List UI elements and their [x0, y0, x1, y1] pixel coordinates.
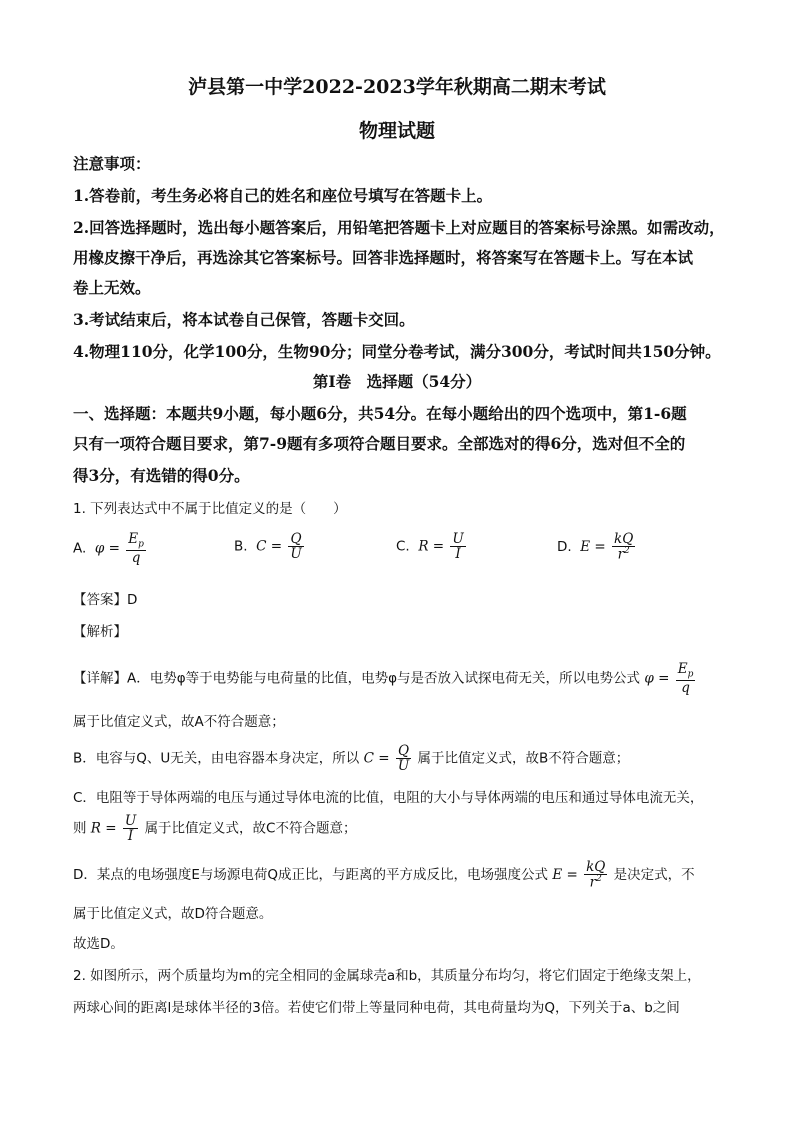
section-intro-1: 一、选择题：本题共9小题，每小题6分，共54分。在每小题给出的四个选项中，第1-6题	[73, 404, 687, 423]
section-intro-3: 得3分，有选错的得0分。	[73, 466, 250, 485]
detail-b-formula-lhs: C =	[363, 750, 390, 767]
detail-c-line-2	[73, 814, 357, 843]
option-d	[557, 532, 637, 562]
detail-a-line-2: 属于比值定义式，故A不符合题意；	[73, 714, 285, 730]
option-b-numerator: Q	[290, 531, 302, 547]
analysis-label: 【解析】	[73, 624, 127, 640]
exam-title: 泸县第一中学2022-2023学年秋期高二期末考试	[188, 76, 606, 98]
option-a-fraction	[126, 532, 146, 565]
detail-d-numerator: kQ	[586, 859, 606, 875]
option-a-label: A.	[73, 540, 87, 557]
question-2-line-2: 两球心间的距离l是球体半径的3倍。若使它们带上等量同种电荷，其电荷量均为Q，下列关于a、b之间	[73, 1000, 680, 1016]
detail-c-numerator: U	[124, 813, 137, 829]
detail-c-text-2: 属于比值定义式，故C不符合题意；	[144, 820, 357, 837]
option-a-denominator: q	[131, 550, 141, 567]
option-b	[234, 532, 306, 561]
question-2-line-1: 2. 如图所示，两个质量均为m的完全相同的金属球壳a和b，其质量分布均匀，将它们固定于绝缘支架上，	[73, 968, 701, 984]
detail-d-denominator-sup: 2	[596, 874, 602, 885]
detail-b-text: B．电容与Q、U无关，由电容器本身决定，所以	[73, 750, 360, 767]
answer-label: 【答案】D	[73, 592, 138, 608]
option-b-lhs: C =	[256, 538, 283, 555]
note-4: 4.物理110分，化学100分，生物90分；同堂分卷考试，满分300分，考试时间共150分钟。	[73, 342, 721, 361]
option-d-fraction	[612, 532, 635, 562]
detail-c-fraction	[123, 814, 138, 843]
exam-subject: 物理试题	[358, 120, 435, 142]
option-a-lhs: φ =	[94, 540, 120, 557]
option-b-label: B.	[234, 538, 248, 555]
detail-d-text: D．某点的电场强度E与场源电荷Q成正比，与距离的平方成反比，电场强度公式	[73, 866, 549, 883]
detail-a-denominator: q	[681, 680, 690, 697]
option-d-denominator-sup: 2	[624, 546, 630, 557]
detail-a-line-1	[73, 662, 697, 695]
option-a	[73, 532, 148, 565]
option-c-label: C.	[396, 538, 410, 555]
option-d-denominator: r	[617, 546, 625, 563]
notes-heading: 注意事项：	[73, 154, 151, 173]
detail-c-denominator: I	[127, 828, 134, 845]
note-3: 3.考试结束后，将本试卷自己保管，答题卡交回。	[73, 310, 415, 329]
detail-a-formula-lhs: φ =	[644, 670, 670, 687]
detail-d-line-1	[73, 860, 695, 890]
detail-b-line	[73, 744, 629, 773]
note-2-line-1: 2.回答选择题时，选出每小题答案后，用铅笔把答题卡上对应题目的答案标号涂黑。如需改动，	[73, 218, 725, 237]
option-b-fraction	[288, 532, 303, 561]
detail-d-line-2: 属于比值定义式，故D符合题意。	[73, 906, 273, 922]
option-a-numerator-sub: p	[138, 539, 144, 550]
option-c-denominator: I	[455, 546, 461, 563]
detail-c-prefix: 则	[73, 820, 87, 837]
section-heading: 第Ⅰ卷 选择题（54分）	[312, 372, 482, 391]
section-intro-2: 只有一项符合题目要求，第7-9题有多项符合题目要求。全部选对的得6分，选对但不全的	[73, 434, 686, 453]
note-2-line-2: 用橡皮擦干净后，再选涂其它答案标号。回答非选择题时，将答案写在答题卡上。写在本试	[73, 248, 694, 267]
detail-b-fraction	[396, 744, 411, 773]
conclusion: 故选D。	[73, 936, 124, 952]
detail-b-denominator: U	[397, 758, 410, 775]
detail-a-numerator-sub: p	[687, 669, 694, 680]
option-c	[396, 532, 468, 561]
detail-c-formula-lhs: R =	[90, 820, 117, 837]
option-d-label: D.	[557, 538, 572, 555]
detail-b-numerator: Q	[397, 743, 410, 759]
option-c-fraction	[450, 532, 465, 561]
detail-d-denominator: r	[589, 874, 597, 891]
option-a-numerator: E	[128, 531, 139, 547]
option-c-lhs: R =	[418, 538, 445, 555]
detail-a-numerator: E	[677, 661, 688, 677]
detail-d-formula-lhs: E =	[552, 866, 578, 883]
question-1-stem: 1. 下列表达式中不属于比值定义的是（ ）	[73, 501, 347, 517]
note-2-line-3: 卷上无效。	[73, 278, 151, 297]
detail-c-line-1: C．电阻等于导体两端的电压与通过导体电流的比值，电阻的大小与导体两端的电压和通过导体电流无关，	[73, 790, 704, 806]
option-d-numerator: kQ	[614, 531, 634, 547]
detail-d-text-2: 是决定式，不	[613, 866, 695, 883]
detail-a-text: 【详解】A．电势φ等于电势能与电荷量的比值，电势φ与是否放入试探电荷无关，所以电势公式	[73, 670, 641, 687]
detail-a-fraction	[676, 662, 696, 695]
option-b-denominator: U	[290, 546, 302, 563]
detail-d-fraction	[584, 860, 607, 890]
option-c-numerator: U	[452, 531, 464, 547]
option-d-lhs: E =	[580, 538, 606, 555]
note-1: 1.答卷前，考生务必将自己的姓名和座位号填写在答题卡上。	[73, 186, 493, 205]
detail-b-text-2: 属于比值定义式，故B不符合题意；	[417, 750, 630, 767]
